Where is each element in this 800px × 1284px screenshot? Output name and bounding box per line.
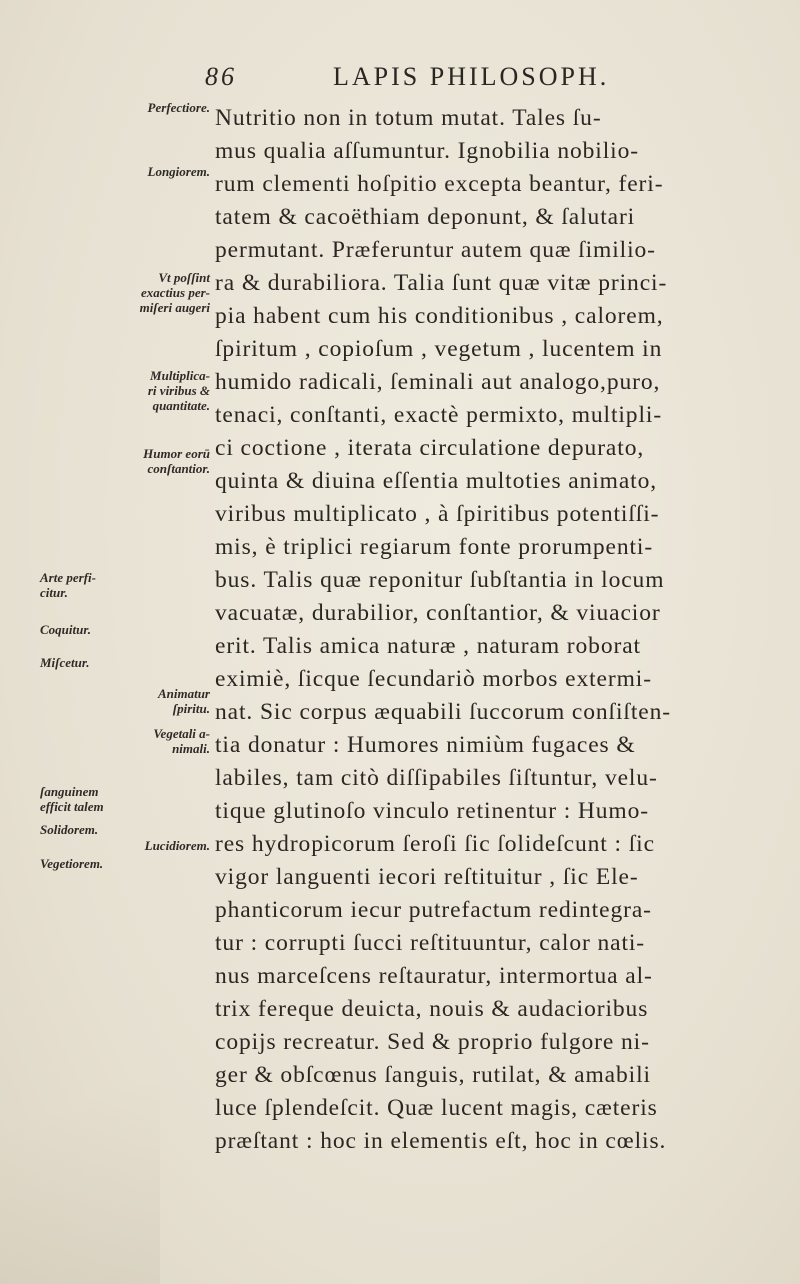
text-line: bus. Talis quæ reponitur ſubſtantia in locum (215, 567, 665, 593)
margin-note-miscetur: Miſcetur. (40, 655, 90, 670)
text-line: ra & durabiliora. Talia ſunt quæ vitæ princi- (215, 270, 668, 296)
text-line: rum clementi hoſpitio excepta beantur, feri- (215, 171, 664, 197)
margin-note-solidorem: Solidorem. (40, 822, 99, 837)
text-line: permutant. Præferuntur autem quæ ſimilio- (215, 237, 656, 263)
text-line: humido radicali, ſeminali aut analogo,puro, (215, 369, 661, 395)
margin-note-coquitur: Coquitur. (40, 622, 91, 637)
text-line: vacuatæ, durabilior, conſtantior, & viuacior (215, 600, 661, 626)
text-line: luce ſplendeſcit. Quæ lucent magis, cæteris (215, 1095, 658, 1121)
text-line: trix fereque deuicta, nouis & audacioribus (215, 996, 649, 1022)
text-line: mus qualia aſſumuntur. Ignobilia nobilio- (215, 138, 639, 164)
text-line: viribus multiplicato , à ſpiritibus potentiſſi- (215, 501, 660, 527)
text-line: mis, è triplici regiarum fonte prorumpenti- (215, 534, 654, 560)
text-line: ſpiritum , copioſum , vegetum , lucentem in (215, 336, 663, 362)
text-line: præſtant : hoc in elementis eſt, hoc in cœlis. (215, 1128, 667, 1154)
text-line: res hydropicorum ſeroſi ſic ſolideſcunt : ſic (215, 831, 655, 857)
text-line: tatem & cacoëthiam deponunt, & ſalutari (215, 204, 636, 230)
text-line: nat. Sic corpus æquabili ſuccorum conſiſten- (215, 699, 671, 725)
text-line: nus marceſcens reſtauratur, intermortua al- (215, 963, 653, 989)
margin-note-perfectiore: Perfectiore. (147, 100, 210, 115)
margin-note-vegetali: Vegetali a- nimali. (153, 726, 210, 756)
text-line: copijs recreatur. Sed & proprio fulgore ni- (215, 1029, 650, 1055)
text-line: ci coctione , iterata circulatione depurato, (215, 435, 645, 461)
margin-note-vt-possint: Vt poſſint exactius per- miſeri augeri (139, 270, 210, 315)
text-line: quinta & diuina eſſentia multoties animato, (215, 468, 658, 494)
text-line: tenaci, conſtanti, exactè permixto, multipli- (215, 402, 663, 428)
margin-note-longiorem: Longiorem. (147, 164, 210, 179)
page-number: 86 (205, 62, 237, 91)
text-line: eximiè, ſicque ſecundariò morbos extermi- (215, 666, 652, 692)
text-line: vigor languenti iecori reſtituitur , ſic Ele- (215, 864, 639, 890)
margin-note-animatur: Animatur ſpiritu. (157, 686, 210, 716)
text-line: ger & obſcœnus ſanguis, rutilat, & amabili (215, 1062, 651, 1088)
margin-note-arte: Arte perfi- citur. (40, 570, 96, 600)
margin-note-sanguinem: ſanguinem efficit talem (40, 784, 104, 814)
body-text (215, 102, 785, 1158)
text-line: Nutritio non in totum mutat. Tales ſu- (215, 105, 602, 131)
text-line: pia habent cum his conditionibus , calorem, (215, 303, 664, 329)
margin-note-multiplicari: Multiplica- ri viribus & quantitate. (147, 368, 210, 413)
running-title: LAPIS PHILOSOPH. (333, 62, 610, 91)
page-header (205, 62, 685, 98)
text-line: erit. Talis amica naturæ , naturam roborat (215, 633, 641, 659)
text-line: tique glutinoſo vinculo retinentur : Humo- (215, 798, 649, 824)
text-line: phanticorum iecur putrefactum redintegra- (215, 897, 652, 923)
text-line: tia donatur : Humores nimiùm fugaces & (215, 732, 636, 758)
margin-note-vegetiorem: Vegetiorem. (40, 856, 104, 871)
page-edge-shadow (0, 984, 160, 1284)
margin-note-lucidiorem: Lucidiorem. (144, 838, 210, 853)
margin-note-humor: Humor eorū conſtantior. (143, 446, 210, 476)
text-line: labiles, tam citò diſſipabiles ſiſtuntur, velu- (215, 765, 658, 791)
text-line: tur : corrupti ſucci reſtituuntur, calor nati- (215, 930, 646, 956)
